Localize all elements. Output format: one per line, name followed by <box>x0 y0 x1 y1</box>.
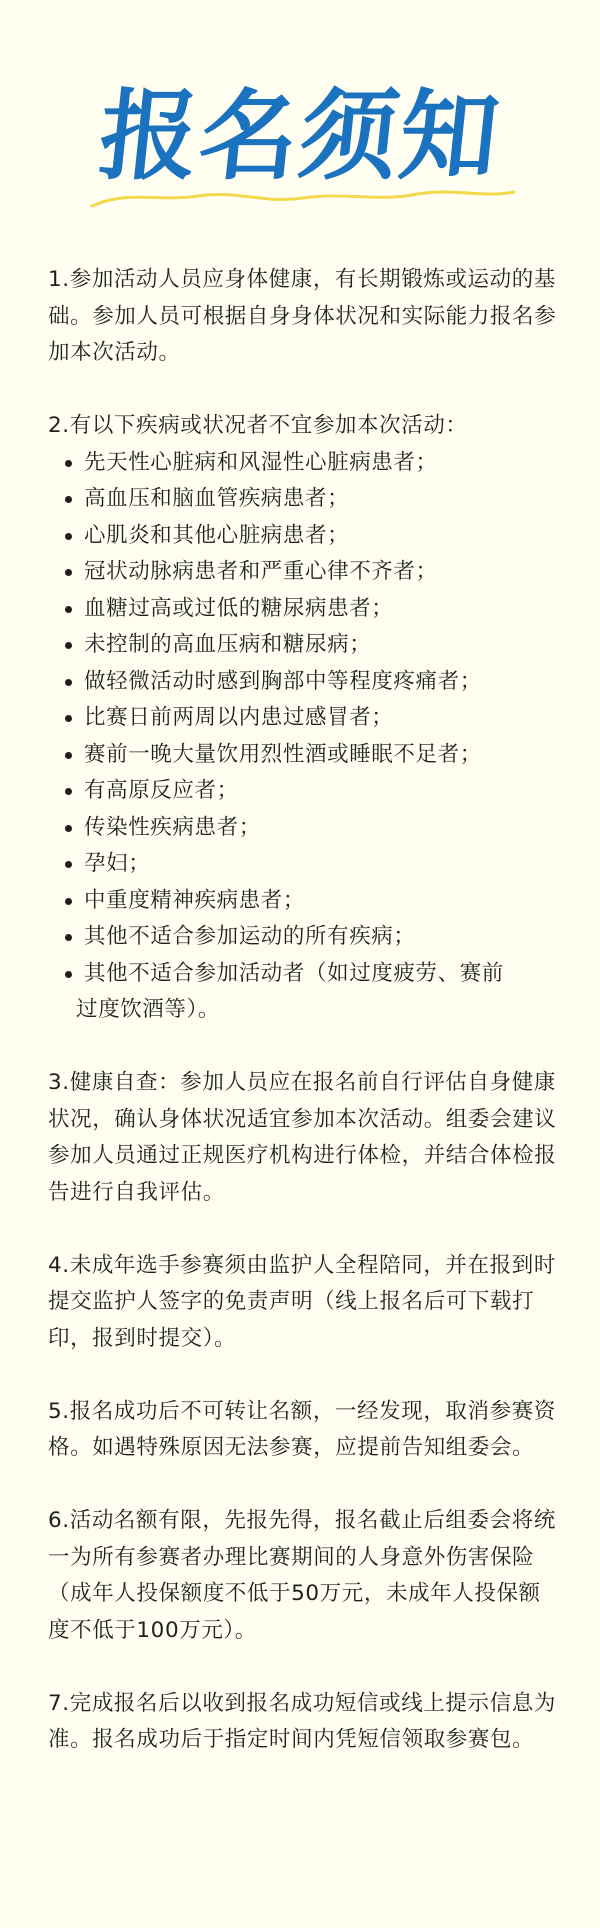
title-block <box>0 78 600 218</box>
condition-item-last <box>48 956 560 1029</box>
title-underline-decoration <box>88 176 518 216</box>
condition-item-last-line2: 过度饮酒等）。 <box>76 997 220 1022</box>
notice-item-3: 3.健康自查：参加人员应在报名前自行评估自身健康状况，确认身体状况适宜参加本次活动。组委会建议参加人员通过正规医疗机构进行体检，并结合体检报告进行自我评估。 <box>48 1070 557 1205</box>
notice-item-2 <box>48 408 560 1029</box>
condition-item: 血糖过高或过低的糖尿病患者； <box>48 591 560 628</box>
notice-item-7: 7.完成报名后以收到报名成功短信或线上提示信息为准。报名成功后于指定时间内凭短信领取参赛包。 <box>48 1690 556 1752</box>
condition-item: 先天性心脏病和风湿性心脏病患者； <box>48 445 560 482</box>
condition-list <box>48 445 560 1029</box>
condition-item: 传染性疾病患者； <box>48 810 560 847</box>
notice-item-5: 5.报名成功后不可转让名额，一经发现，取消参赛资格。如遇特殊原因无法参赛，应提前告知组委会。 <box>48 1398 556 1460</box>
condition-item: 做轻微活动时感到胸部中等程度疼痛者； <box>48 664 560 701</box>
condition-item: 中重度精神疾病患者； <box>48 883 560 920</box>
condition-item: 赛前一晚大量饮用烈性酒或睡眠不足者； <box>48 737 560 774</box>
page-title: 报名须知 <box>93 80 506 194</box>
condition-item: 高血压和脑血管疾病患者； <box>48 481 560 518</box>
notice-item-1: 1.参加活动人员应身体健康，有长期锻炼或运动的基础。参加人员可根据自身身体状况和实际能力报名参加本次活动。 <box>48 267 557 365</box>
condition-item: 有高原反应者； <box>48 773 560 810</box>
condition-item: 冠状动脉病患者和严重心律不齐者； <box>48 554 560 591</box>
condition-item: 心肌炎和其他心脏病患者； <box>48 518 560 555</box>
condition-item: 未控制的高血压病和糖尿病； <box>48 627 560 664</box>
condition-item: 其他不适合参加运动的所有疾病； <box>48 919 560 956</box>
condition-item-last-line1: 其他不适合参加活动者（如过度疲劳、赛前 <box>84 960 504 986</box>
notice-content <box>48 262 560 1795</box>
notice-item-2-heading: 2.有以下疾病或状况者不宜参加本次活动： <box>48 413 468 438</box>
condition-item: 孕妇； <box>48 846 560 883</box>
condition-item: 比赛日前两周以内患过感冒者； <box>48 700 560 737</box>
notice-item-6: 6.活动名额有限，先报先得，报名截止后组委会将统一为所有参赛者办理比赛期间的人身意外伤害保险（成年人投保额度不低于50万元，未成年人投保额度不低于100万元）。 <box>48 1508 556 1643</box>
notice-item-4: 4.未成年选手参赛须由监护人全程陪同，并在报到时提交监护人签字的免责声明（线上报名后可下载打印，报到时提交）。 <box>48 1252 556 1351</box>
